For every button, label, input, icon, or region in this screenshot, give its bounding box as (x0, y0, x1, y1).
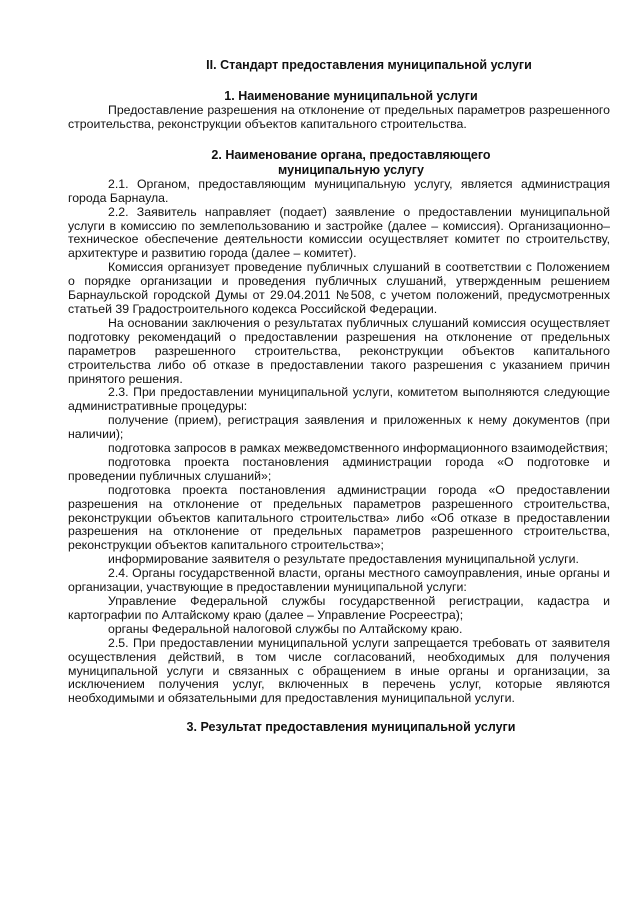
paragraph-2-3: 2.3. При предоставлении муниципальной услуги, комитетом выполняются следующие административные процедуры: (68, 385, 610, 414)
section-title: II. Стандарт предоставления муниципальной услуги (206, 58, 532, 72)
subsection-3-title: 3. Результат предоставления муниципальной услуги (186, 720, 516, 735)
procedure-item-3: подготовка проекта постановления администрации города «О подготовке и проведении публичных слушаний»; (68, 454, 610, 483)
procedure-item-4: подготовка проекта постановления администрации города «О предоставлении разрешения на отклонение от предельных параметров разрешенного строительства, реконструкции объектов капитального строительства» либо «Об отказе в предоставлении разрешения на отклонение от предельных параметров разрешенного строительства, реконструкции объектов капитального строительства»; (68, 482, 610, 553)
paragraph-2-1: 2.1. Органом, предоставляющим муниципальную услугу, является администрация города Барнаула. (68, 176, 610, 205)
paragraph-tax-service: органы Федеральной налоговой службы по Алтайскому краю. (108, 621, 463, 636)
paragraph-conclusion: На основании заключения о результатах публичных слушаний комиссия осуществляет подготовку рекомендаций о предоставлении разрешения на отклонение от предельных параметров разрешенного строительства, реконструкции объектов капитального строительства либо об отказе в предоставлении такого разрешения с указанием причин принятого решения. (68, 315, 610, 386)
subsection-2-title-line1: 2. Наименование органа, предоставляющего (211, 147, 491, 162)
paragraph-service-name: Предоставление разрешения на отклонение от предельных параметров разрешенного строительства, реконструкции объектов капитального строительства. (68, 103, 610, 131)
paragraph-2-4: 2.4. Органы государственной власти, органы местного самоуправления, иные органы и организации, участвующие в предоставлении муниципальной услуги: (68, 566, 610, 595)
paragraph-rosreestr: Управление Федеральной службы государственной регистрации, кадастра и картографии по Алтайскому краю (далее – Управление Росреестра); (68, 594, 610, 622)
subsection-2-title-line2: муниципальную услугу (278, 162, 424, 177)
procedure-item-1: получение (прием), регистрация заявления и приложенных к нему документов (при наличии); (68, 413, 610, 442)
subsection-1-title: 1. Наименование муниципальной услуги (224, 89, 478, 103)
paragraph-commission: Комиссия организует проведение публичных слушаний в соответствии с Положением о порядке организации и проведения публичных слушаний, утвержденным решением Барнаульской городской Думы от 29.04.2011 №508, с учетом положений, предусмотренных статьей 39 Градостроительного кодекса Российской Федерации. (68, 260, 610, 316)
paragraph-2-5: 2.5. При предоставлении муниципальной услуги запрещается требовать от заявителя осуществления действий, в том числе согласований, необходимых для получения муниципальной услуги и связанных с обращением в иные органы и организации, за исключением получения услуг, включенных в перечень услуг, которые являются необходимыми и обязательными для предоставления муниципальной услуги. (68, 635, 610, 706)
paragraph-2-2: 2.2. Заявитель направляет (подает) заявление о предоставлении муниципальной услуги в комиссию по землепользованию и застройке (далее – комиссия). Организационно– техническое обеспечение деятельности комиссии осуществляет комитет по строительству, архитектуре и развитию города (далее – комитет). (68, 204, 610, 261)
procedure-item-5: информирование заявителя о результате предоставления муниципальной услуги. (108, 552, 579, 567)
procedure-item-2: подготовка запросов в рамках межведомственного информационного взаимодействия; (108, 441, 608, 456)
